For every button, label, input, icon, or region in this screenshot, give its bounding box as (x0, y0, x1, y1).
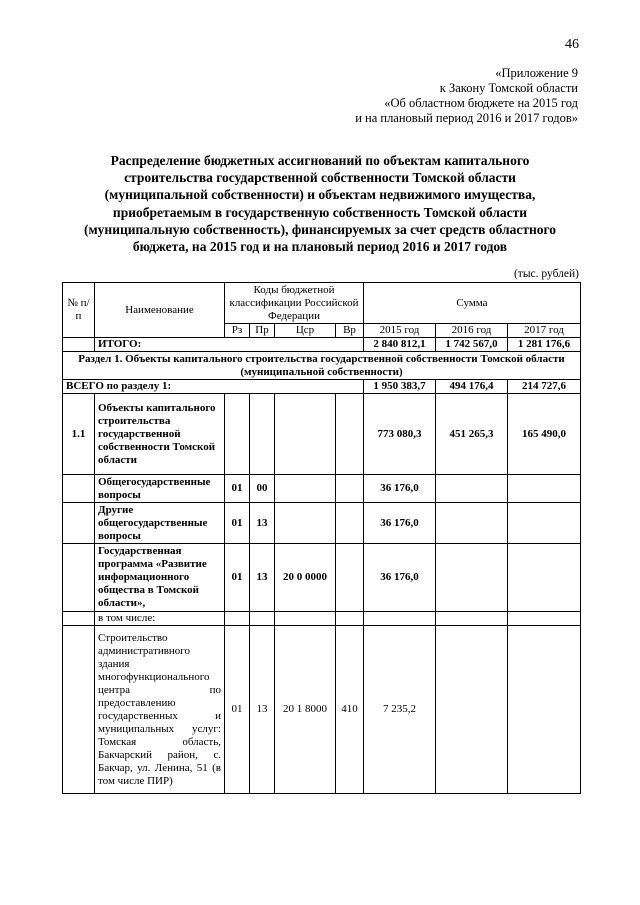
appendix-note (248, 66, 578, 126)
header-pr: Пр (250, 324, 275, 338)
table-row (63, 503, 581, 544)
cell-rz: 01 (225, 475, 250, 503)
page-number: 46 (565, 37, 579, 52)
header-name: Наименование (95, 283, 225, 338)
cell-csr: 20 1 8000 (275, 626, 336, 794)
title-line: (муниципальной собственности) и объектам недвижимого имущества, (104, 187, 536, 203)
cell-2016 (436, 544, 508, 612)
cell-csr (275, 503, 336, 544)
cell-2016 (436, 503, 508, 544)
table-body (63, 283, 581, 794)
cell-2017 (508, 612, 581, 626)
cell-rz: 01 (225, 544, 250, 612)
total-label: ИТОГО: (95, 338, 364, 352)
appendix-line: к Закону Томской области (439, 81, 578, 95)
total-row (63, 338, 581, 352)
section-total-label: ВСЕГО по разделу 1: (63, 380, 364, 394)
cell-csr (275, 394, 336, 475)
title-line: бюджета, на 2015 год и на плановый период 2016 и 2017 годов (132, 239, 508, 255)
cell-csr (275, 475, 336, 503)
section-total-2015: 1 950 383,7 (364, 380, 436, 394)
header-2015: 2015 год (364, 324, 436, 338)
header-rz: Рз (225, 324, 250, 338)
header-sum: Сумма (364, 283, 581, 324)
cell-vr (336, 475, 364, 503)
cell-2015 (364, 612, 436, 626)
budget-table (62, 282, 581, 794)
cell-2017: 165 490,0 (508, 394, 581, 475)
cell-vr (336, 544, 364, 612)
title-line: строительства государственной собственности Томской области (124, 170, 516, 186)
cell-num (63, 544, 95, 612)
cell-name: Объекты капитального строительства государственной собственности Томской области (95, 394, 225, 475)
cell-csr (275, 612, 336, 626)
cell-2016 (436, 475, 508, 503)
cell-2016 (436, 626, 508, 794)
title-line: приобретаемым в государственную собственность Томской области (112, 204, 528, 220)
appendix-line: «Приложение 9 (495, 66, 578, 80)
cell-name: Другие общегосударственные вопросы (95, 503, 225, 544)
title-line: (муниципальную собственность), финансируемых за счет средств областного (83, 221, 557, 237)
section-total-2017: 214 727,6 (508, 380, 581, 394)
header-vr: Вр (336, 324, 364, 338)
cell-2015: 773 080,3 (364, 394, 436, 475)
cell-2017 (508, 626, 581, 794)
header-codes: Коды бюджетной классификации Российской Федерации (225, 283, 364, 324)
table-row (63, 612, 581, 626)
cell-vr (336, 612, 364, 626)
cell-2016 (436, 612, 508, 626)
section-title-row (63, 352, 581, 380)
section-title: Раздел 1. Объекты капитального строительства государственной собственности Томской области (муниципальной собственности) (63, 352, 581, 380)
cell-vr (336, 503, 364, 544)
cell-num (63, 503, 95, 544)
total-2015: 2 840 812,1 (364, 338, 436, 352)
appendix-line: «Об областном бюджете на 2015 год (384, 96, 578, 110)
cell-pr: 13 (250, 503, 275, 544)
cell-2015: 36 176,0 (364, 503, 436, 544)
appendix-line: и на плановый период 2016 и 2017 годов» (355, 111, 578, 125)
cell-name: в том числе: (95, 612, 225, 626)
header-2016: 2016 год (436, 324, 508, 338)
cell-rz (225, 394, 250, 475)
cell-rz: 01 (225, 626, 250, 794)
section-total-2016: 494 176,4 (436, 380, 508, 394)
cell-num (63, 626, 95, 794)
document-title (75, 152, 565, 255)
total-2017: 1 281 176,6 (508, 338, 581, 352)
table-row (63, 394, 581, 475)
cell-pr: 13 (250, 626, 275, 794)
cell-2017 (508, 503, 581, 544)
cell-rz: 01 (225, 503, 250, 544)
cell-2015: 36 176,0 (364, 475, 436, 503)
cell-name: Государственная программа «Развитие информационного общества в Томской области», (95, 544, 225, 612)
cell-name: Общегосударственные вопросы (95, 475, 225, 503)
table-row (63, 626, 581, 794)
cell-2017 (508, 544, 581, 612)
title-line: Распределение бюджетных ассигнований по объектам капитального (110, 153, 530, 168)
cell-pr (250, 394, 275, 475)
cell-pr: 13 (250, 544, 275, 612)
header-num: № п/п (63, 283, 95, 338)
units-label: (тыс. рублей) (513, 268, 579, 280)
cell-2016: 451 265,3 (436, 394, 508, 475)
cell-pr (250, 612, 275, 626)
cell-2017 (508, 475, 581, 503)
cell-num: 1.1 (63, 394, 95, 475)
total-2016: 1 742 567,0 (436, 338, 508, 352)
table-row (63, 475, 581, 503)
cell-pr: 00 (250, 475, 275, 503)
cell-vr: 410 (336, 626, 364, 794)
cell-num (63, 475, 95, 503)
header-row (63, 283, 581, 324)
cell-2015: 7 235,2 (364, 626, 436, 794)
cell-vr (336, 394, 364, 475)
table-row (63, 544, 581, 612)
cell-num (63, 612, 95, 626)
cell-name: Строительство административного здания многофункционального центра по предоставлению государственных и муниципальных услуг: Томская область, Бакчарский район, с. Бакчар, ул. Ленина, 51 (в том числе ПИР) (95, 626, 225, 794)
header-csr: Цср (275, 324, 336, 338)
cell-csr: 20 0 0000 (275, 544, 336, 612)
cell-rz (225, 612, 250, 626)
section-total-row (63, 380, 581, 394)
header-2017: 2017 год (508, 324, 581, 338)
cell-2015: 36 176,0 (364, 544, 436, 612)
